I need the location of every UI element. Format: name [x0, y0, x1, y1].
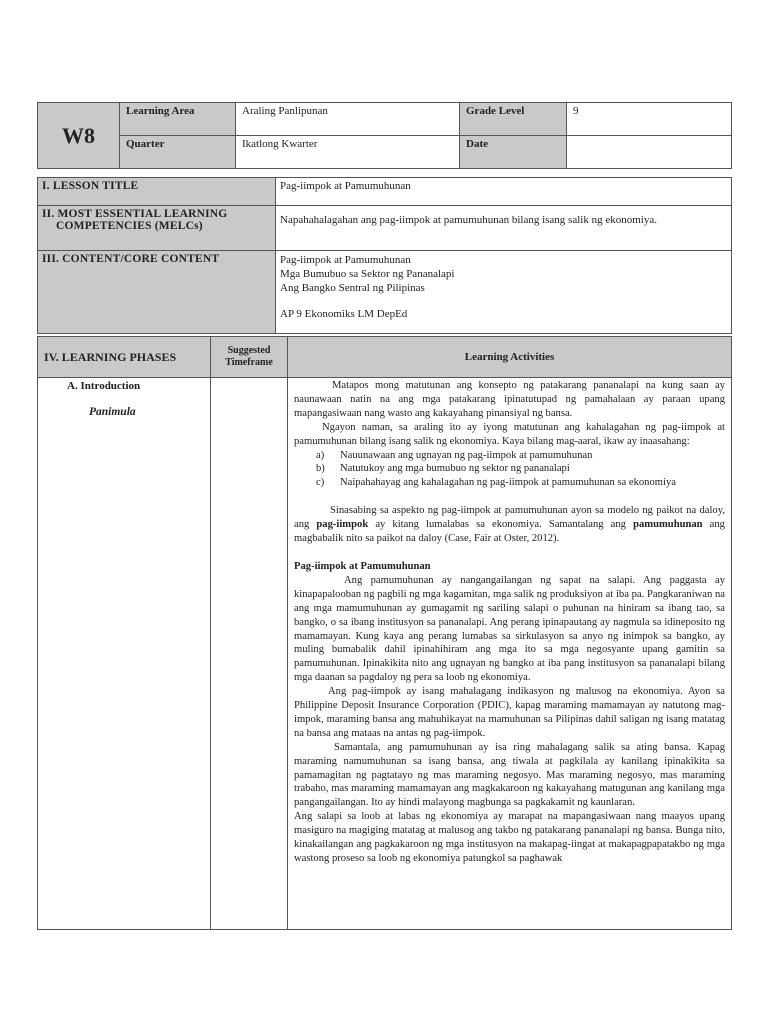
- learning-area-label: Learning Area: [120, 103, 236, 136]
- p3-bold-pamumuhunan: pamumuhunan: [633, 519, 703, 531]
- spacer: [294, 546, 725, 560]
- content-line-1: Pag-iimpok at Pamumuhunan: [280, 254, 411, 266]
- list-text: Naipahahayag ang kahalagahan ng pag-iimpok at pamumuhunan sa ekonomiya: [340, 477, 676, 489]
- list-marker: b): [316, 463, 325, 475]
- melc-value: Napahahalagahan ang pag-iimpok at pamumuhunan bilang isang salik ng ekonomiya.: [276, 206, 732, 251]
- objectives-list: [294, 449, 725, 491]
- content-value: [276, 251, 732, 334]
- grade-level-label: Grade Level: [460, 103, 567, 136]
- list-item: [294, 476, 725, 490]
- panimula-label: Panimula: [89, 406, 136, 418]
- quarter-value: Ikatlong Kwarter: [236, 136, 460, 169]
- paragraph-2: Ngayon naman, sa araling ito ay iyong matutunan ang kahalagahan ng pag-iimpok at pamumuhunan bilang isang salik ng ekonomiya. Kaya bilang mag-aaral, ikaw ay inaasahang:: [294, 421, 725, 447]
- week-label: W8: [38, 103, 120, 169]
- introduction-cell: [38, 378, 211, 930]
- list-marker: a): [316, 449, 325, 461]
- quarter-label: Quarter: [120, 136, 236, 169]
- paragraph-3: [294, 504, 725, 546]
- learning-area-value: Araling Panlipunan: [236, 103, 460, 136]
- paragraph-5: Ang pag-iimpok ay isang mahalagang indikasyon ng malusog na ekonomiya. Ayon sa Philippine Deposit Insurance Corporation (PDIC), kapag maraming mamamayan ay natutong mag-impok, maraming bansa ang mahuhikayat na mamuhunan sa Pilipinas dahil saligan ng isang matatag na bansa ang mataas na antas ng pag-iimpok.: [294, 686, 725, 739]
- introduction-label: A. Introduction: [67, 380, 141, 392]
- phases-table: [37, 336, 732, 930]
- content-label: III. CONTENT/CORE CONTENT: [38, 251, 276, 334]
- paragraph-1: Matapos mong matutunan ang konsepto ng patakarang pananalapi na kung saan ay naunawaan natin na ang mga patakarang ipinatutupad ng pamahalaan ay paraan upang mapangasiwaan nang wasto ang kakayahang pinansiyal ng bansa.: [294, 380, 725, 419]
- p3-bold-pag-iimpok: pag-iimpok: [316, 519, 369, 531]
- learning-activities-header: Learning Activities: [288, 337, 732, 378]
- melc-label-line-2: COMPETENCIES (MELCs): [56, 220, 203, 232]
- date-label: Date: [460, 136, 567, 169]
- paragraph-6: Samantala, ang pamumuhunan ay isa ring mahalagang salik sa ating bansa. Kapag maraming namumuhunan sa isang bansa, ang tiwala at pagkilala ay kanilang ipinakikita sa pamamagitan ng pagtatayo ng mas maraming negosyo. Mas maraming negosyo, mas maraming trabaho, mas maraming mamamayan ang magkakaroon ng kakayahang matugunan ang kanilang mga pangangailangan. Ito ay hindi malayong magbunga sa pagkakamit ng kaunlaran.: [294, 741, 725, 809]
- paragraph-4: Ang pamumuhunan ay nangangailangan ng sapat na salapi. Ang paggasta ay kinapapalooban ng pagbili ng mga kagamitan, mga salik ng produksiyon at iba pa. Pangkaraniwan na ang mga mamumuhunan ay gumagamit ng sariling salapi o puhunan na hiniram sa ibang tao, sa bangko, o sa ibang institusyon sa pananalapi. Ang perang ipinapautang ay nagmula sa idineposito ng mamamayan. Kung kaya ang perang lumabas sa sirkulasyon sa anyo ng inimpok sa bangko, ay muling bumabalik dahil ipinahihiram ang mga ito sa mga negosyante upang gamitin sa pamumuhunan. Ipinakikita nito ang ugnayan ng bangko at iba pang institusyon sa pananalapi bilang mga daanan sa pagdaloy ng pera sa loob ng ekonomiya.: [294, 574, 725, 684]
- lesson-title-label: I. LESSON TITLE: [38, 178, 276, 206]
- list-item: [294, 462, 725, 476]
- list-item: [294, 449, 725, 463]
- reference-line: AP 9 Ekonomiks LM DepEd: [280, 308, 408, 320]
- header-table: [37, 102, 732, 169]
- lesson-table: [37, 177, 732, 334]
- date-value: [567, 136, 732, 169]
- suggested-line-2: Timeframe: [225, 357, 273, 368]
- subheading: Pag-iimpok at Pamumuhunan: [294, 560, 431, 572]
- list-text: Nauunawaan ang ugnayan ng pag-iimpok at pamumuhunan: [340, 449, 593, 461]
- melc-label-line-1: II. MOST ESSENTIAL LEARNING: [42, 208, 228, 220]
- p3-part-c: ay kitang lumalabas sa ekonomiya. Samantalang ang: [368, 519, 634, 531]
- timeframe-cell: [211, 378, 288, 930]
- p3-part-e: ang magbabalik nito sa paikot na daloy (Case, Fair at Oster, 2012).: [294, 519, 725, 545]
- list-text: Natutukoy ang mga bumubuo ng sektor ng pananalapi: [340, 463, 570, 475]
- content-line-2: Mga Bumubuo sa Sektor ng Pananalapi: [280, 268, 455, 280]
- suggested-timeframe-header: [211, 337, 288, 378]
- content-line-3: Ang Bangko Sentral ng Pilipinas: [280, 282, 425, 294]
- grade-level-value: 9: [567, 103, 732, 136]
- p3-part-a: Sinasabing sa aspekto ng pag-iimpok at pamumuhunan ayon sa modelo ng paikot na daloy, ang: [294, 505, 725, 531]
- learning-activities-cell: [288, 378, 732, 930]
- suggested-line-1: Suggested: [227, 345, 271, 356]
- phases-title: IV. LEARNING PHASES: [38, 337, 211, 378]
- list-marker: c): [316, 477, 325, 489]
- spacer: [294, 490, 725, 504]
- lesson-title-value: Pag-iimpok at Pamumuhunan: [276, 178, 732, 206]
- paragraph-7: Ang salapi sa loob at labas ng ekonomiya ay marapat na mapangasiwaan nang maayos upang masiguro na magiging matatag at malusog ang takbo ng patakarang pananalapi ng bansa. Bunga nito, kinakailangan ang pagkakaroon ng mga institusyon na makapag-iingat at makapagpapatakbo ng mga wastong proseso sa loob ng ekonomiya patungkol sa paghawak: [294, 811, 725, 864]
- melc-label: [38, 206, 276, 251]
